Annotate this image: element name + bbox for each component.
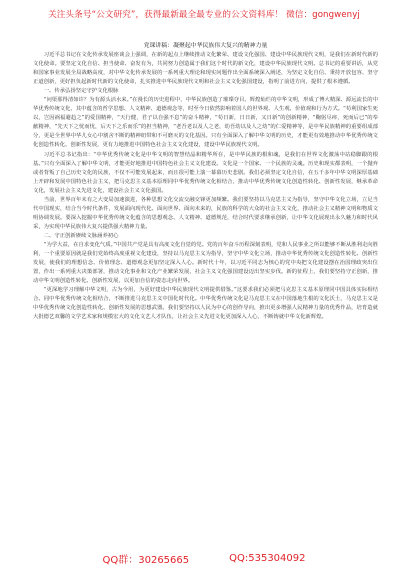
section-2-paragraph: “为学大益，在自求变化气质。”中国共产党是具有高度文化自觉的党。党的百年奋斗历程深刻表明，党和人民事业之所以能够不断从胜利走向胜利，一个重要原因就是我们党始终高度重视文化建设，坚持以马克思主义为指导，坚守中华文化立场，推动中华优秀传统文化创造性转化、创新性发展，使我们的理想信念、价值理念、道德观念更加坚定深入人心。新时代十年，以习近平同志为核心的党中央把文化建设摆在治国理政突出位置，作出一系列重大决策部署，推动文化事业和文化产业繁荣发展，社会主义文化强国建设迈出坚实步伐。新的征程上，我们要坚持守正创新，推动中华文明创造性转化、创新性发展，以更加自信的姿态走向世界。 bbox=[33, 241, 378, 285]
footer-qq-group: QQ群：30265665 bbox=[102, 554, 190, 566]
footer bbox=[0, 548, 408, 568]
section-1-paragraph: 习近平总书记指出：“中华优秀传统文化是中华文明的智慧结晶和精华所在，是中华民族的根和魂，是我们在世界文化激荡中站稳脚跟的根基。”只有全面深入了解中华文明，才能更好地推进中国特色社会主义文化建设。文化是一个国家、一个民族的灵魂。历史和现实都表明，一个抛弃或者背叛了自己历史文化的民族，不仅不可能发展起来，而且很可能上演一幕幕历史悲剧。我们必须坚定文化自信，在五千多年中华文明深厚基础上开辟和发展中国特色社会主义，把马克思主义基本原理同中华优秀传统文化相结合，推动中华优秀传统文化创造性转化、创新性发展，继承革命文化，发展社会主义先进文化，建设社会主义文化强国。 bbox=[33, 151, 378, 194]
intro-paragraph: 习近平总书记在文化传承发展座谈会上强调，在新的起点上继续推动文化繁荣、建设文化强国、建设中华民族现代文明，是我们在新时代新的文化使命。要坚定文化自信、担当使命、奋发有为，共同努力创造属于我们这个时代的新文化，建设中华民族现代文明。总书记的重要讲话，从党和国家事业发展全局战略高度，对中华文化传承发展的一系列重大理论和现实问题作出全面系统深入阐述，为坚定文化自信、秉持开放包容、坚守正道创新，更好担负起新时代新的文化使命，扎实推进中华民族现代文明和社会主义文化强国建设，指明了前进方向，提供了根本遵循。 bbox=[33, 52, 378, 86]
document-title: 党课讲稿：凝聚起中华民族伟大复兴的精神力量 bbox=[143, 43, 268, 49]
document-body bbox=[33, 42, 378, 542]
section-2-paragraph: “更深地学习理解中华文明，古为今用，为更好建设中华民族现代文明提供借鉴。”这要求我们必须把马克思主义基本原理同中国具体实际相结合、同中华优秀传统文化相结合，不断推进马克思主义中国化时代化。中华优秀传统文化是马克思主义在中国落地生根的文化沃土，马克思主义是中华优秀传统文化创造性转化、创新性发展的思想武器。我们要坚持以人民为中心的创作导向，推出更多增强人民精神力量的优秀作品，培育造就大批德艺双馨的文学艺术家和规模宏大的文化文艺人才队伍，让社会主义先进文化更加深入人心，不断铸就中华文化新辉煌。 bbox=[33, 287, 378, 321]
footer-qq-number: QQ:535304092 bbox=[229, 552, 306, 564]
top-banner bbox=[0, 0, 408, 28]
section-1-paragraph: 当前，世界百年未有之大变局加速演进，各种思想文化交流交融交锋更加频繁。我们要坚持以马克思主义为指导，坚守中华文化立场，立足当代中国现实，结合当今时代条件，发展面向现代化、面向世界、面向未来的，民族的科学的大众的社会主义文化，推动社会主义精神文明和物质文明协调发展。要深入挖掘中华优秀传统文化蕴含的思想观念、人文精神、道德规范，结合时代要求继承创新，让中华文化展现出永久魅力和时代风采，为实现中华民族伟大复兴提供强大精神力量。 bbox=[33, 196, 378, 230]
section-1-heading: 一、传承弘扬坚定守护文化根脉 bbox=[43, 88, 119, 95]
banner-text: 关注头条号“公文研究”，获得最新最全最专业的公文资料库！ 微信：gongwenyj bbox=[48, 10, 360, 20]
section-1-paragraph: “问渠那得清如许？为有源头活水来。”在漫长的历史进程中，中华民族创造了璀璨夺目、辉煌灿烂的中华文明，形成了博大精深、源远流长的中华优秀传统文化，其中蕴含的哲学思想、人文精神、道德观念等，时至今日依然影响着国人的世界观、人生观、价值观和行为方式。“苟利国家生死以，岂因祸福避趋之”的爱国精神，“天行健，君子以自强不息”的奋斗精神，“苟日新，日日新，又日新”的创新精神，“鞠躬尽瘁，死而后已”的奉献精神，“先天下之忧而忧，后天下之乐而乐”的担当精神，“老吾老以及人之老，幼吾幼以及人之幼”的仁爱精神等，是中华民族精神的重要组成部分，更是全世界中华儿女心中割舍不断的精神纽带和不可磨灭的文化基因。只有全面深入了解中华文明的历史，才能更有效地推动中华优秀传统文化创造性转化、创新性发展，更有力地推进中国特色社会主义文化建设，建设中华民族现代文明。 bbox=[33, 97, 378, 149]
section-2-heading: 二、守正创新赓续文脉涵养初心 bbox=[43, 232, 119, 239]
